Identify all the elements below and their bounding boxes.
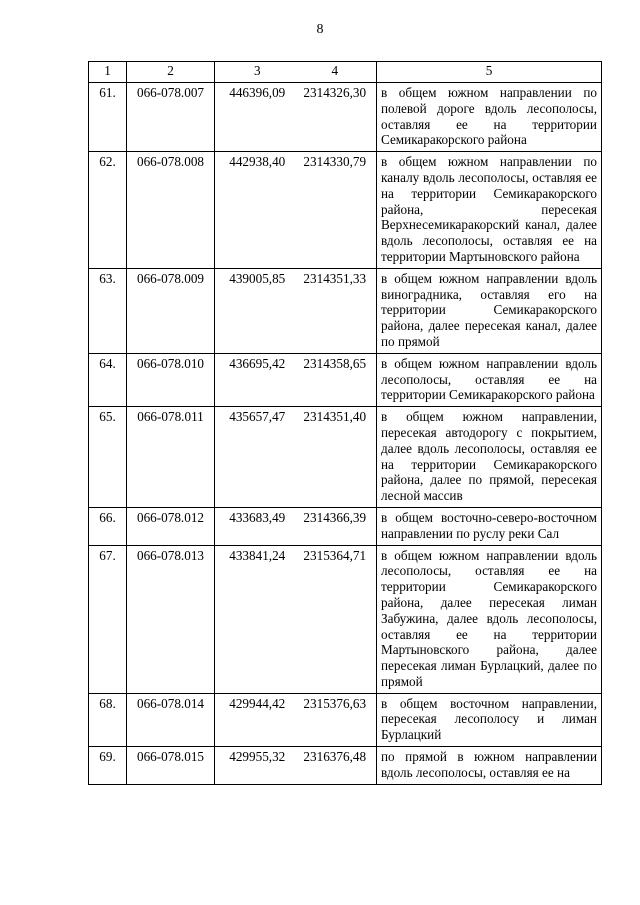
coordinate-x: 433683,49	[215, 507, 297, 545]
coordinate-x: 439005,85	[215, 268, 297, 353]
coordinate-x: 433841,24	[215, 545, 297, 693]
header-col-5: 5	[377, 62, 602, 83]
coordinate-y: 2314326,30	[297, 83, 377, 152]
coordinate-x: 436695,42	[215, 353, 297, 406]
boundary-description: в общем южном направлении по полевой дороге вдоль лесополосы, оставляя ее на территории Семикаракорского района	[377, 83, 602, 152]
boundary-description: по прямой в южном направлении вдоль лесополосы, оставляя ее на	[377, 747, 602, 785]
boundary-description: в общем южном направлении вдоль лесополосы, оставляя ее на территории Семикаракорского района, далее пересекая лиман Забужина, далее вдоль лесополосы, оставляя ее на территории Мартыновского района, далее пересекая лиман Бурлацкий, далее по прямой	[377, 545, 602, 693]
row-number: 61.	[89, 83, 127, 152]
row-number: 66.	[89, 507, 127, 545]
boundary-description: в общем восточном направлении, пересекая лесополосу и лиман Бурлацкий	[377, 693, 602, 746]
coordinate-y: 2315376,63	[297, 693, 377, 746]
coordinate-x: 429955,32	[215, 747, 297, 785]
table-row	[89, 353, 602, 406]
point-code: 066-078.015	[127, 747, 215, 785]
boundary-description: в общем южном направлении по каналу вдоль лесополосы, оставляя ее на территории Семикаракорского района, пересекая Верхнесемикаракорский канал, далее вдоль лесополосы, оставляя ее на территории Мартыновского района	[377, 152, 602, 269]
coordinate-y: 2316376,48	[297, 747, 377, 785]
boundary-description: в общем восточно-северо-восточном направлении по руслу реки Сал	[377, 507, 602, 545]
coordinate-x: 442938,40	[215, 152, 297, 269]
table-row	[89, 693, 602, 746]
coordinate-y: 2314330,79	[297, 152, 377, 269]
coordinate-y: 2315364,71	[297, 545, 377, 693]
table-row	[89, 152, 602, 269]
row-number: 67.	[89, 545, 127, 693]
table-row	[89, 407, 602, 508]
row-number: 65.	[89, 407, 127, 508]
table-row	[89, 545, 602, 693]
header-col-4: 4	[297, 62, 377, 83]
table-row	[89, 747, 602, 785]
point-code: 066-078.007	[127, 83, 215, 152]
point-code: 066-078.010	[127, 353, 215, 406]
page-number: 8	[316, 22, 324, 37]
table-header-row	[89, 62, 602, 83]
coordinate-y: 2314351,40	[297, 407, 377, 508]
table-row	[89, 268, 602, 353]
point-code: 066-078.013	[127, 545, 215, 693]
coordinate-x: 429944,42	[215, 693, 297, 746]
row-number: 64.	[89, 353, 127, 406]
coordinate-y: 2314366,39	[297, 507, 377, 545]
boundary-table	[88, 61, 602, 785]
boundary-description: в общем южном направлении, пересекая автодорогу с покрытием, далее вдоль лесополосы, оставляя ее на территории Семикаракорского района, далее по прямой, пересекая лесной массив	[377, 407, 602, 508]
header-col-3: 3	[215, 62, 297, 83]
coordinate-y: 2314351,33	[297, 268, 377, 353]
row-number: 62.	[89, 152, 127, 269]
boundary-description: в общем южном направлении вдоль виноградника, оставляя его на территории Семикаракорского района, далее пересекая канал, далее по прямой	[377, 268, 602, 353]
point-code: 066-078.012	[127, 507, 215, 545]
coordinate-x: 446396,09	[215, 83, 297, 152]
point-code: 066-078.014	[127, 693, 215, 746]
coordinate-y: 2314358,65	[297, 353, 377, 406]
table-row	[89, 83, 602, 152]
row-number: 63.	[89, 268, 127, 353]
coordinate-x: 435657,47	[215, 407, 297, 508]
table-row	[89, 507, 602, 545]
point-code: 066-078.011	[127, 407, 215, 508]
header-col-2: 2	[127, 62, 215, 83]
row-number: 69.	[89, 747, 127, 785]
point-code: 066-078.008	[127, 152, 215, 269]
boundary-description: в общем южном направлении вдоль лесополосы, оставляя ее на территории Семикаракорского района	[377, 353, 602, 406]
header-col-1: 1	[89, 62, 127, 83]
point-code: 066-078.009	[127, 268, 215, 353]
row-number: 68.	[89, 693, 127, 746]
